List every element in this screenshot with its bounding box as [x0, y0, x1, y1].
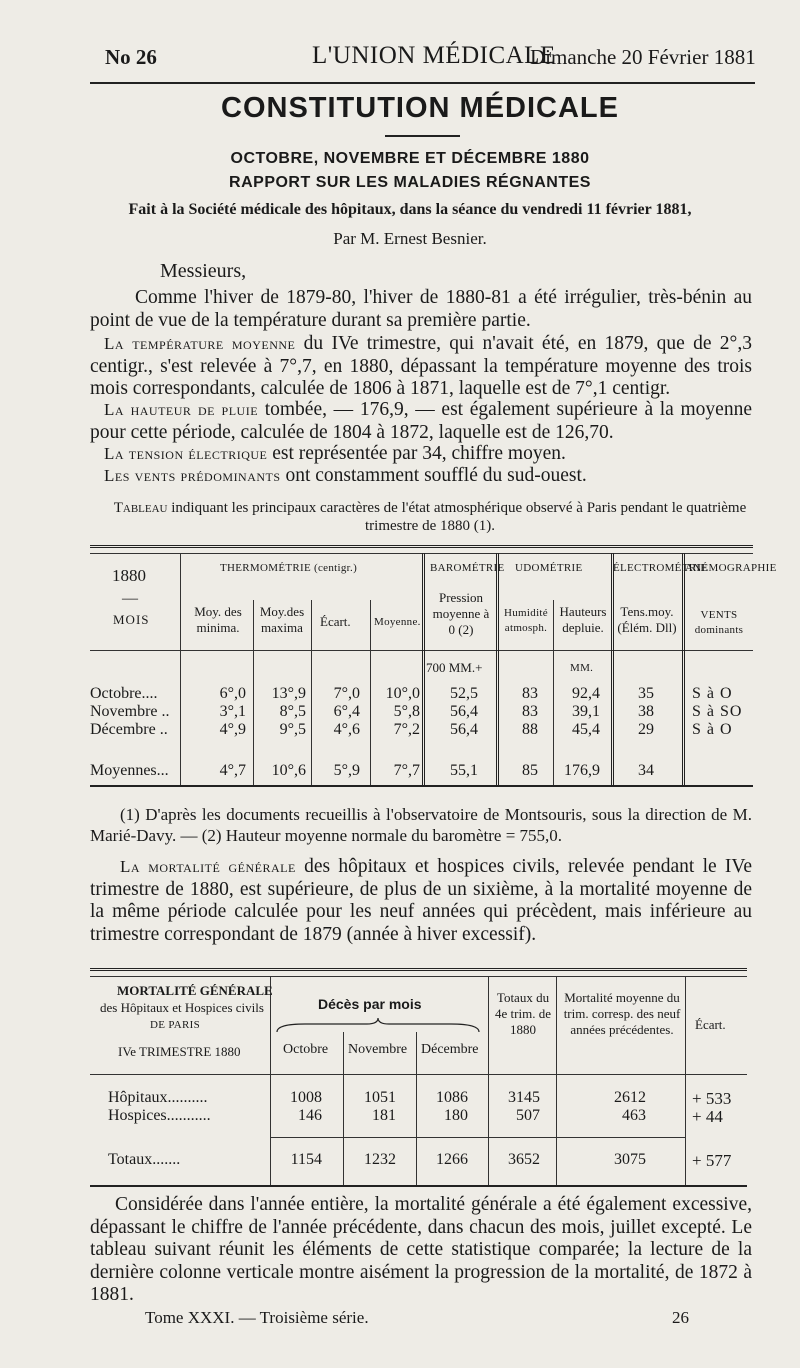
t2-col-ecart: Écart.: [695, 1017, 726, 1032]
t2-title2: des Hôpitaux et Hospices civils: [100, 1000, 264, 1015]
weather-row-mois: Décembre ..: [90, 721, 168, 738]
mortality-row-oct: 1008: [290, 1089, 322, 1106]
sc-vents: Les vents prédominants: [104, 466, 281, 485]
h-electrometrie: ÉLECTROMÉTRIE: [613, 562, 708, 574]
paragraph-7: Considérée dans l'année entière, la mortalité générale a été également excessive, dépassant le chiffre de l'année précédente, dans chacun des mois, juillet excepté. Le tableau suivant réunit les éléments de cette statistique comparée; la lecture de la dernière colonne verticale montre aisément la progression de la mortalité, de 1872 à 1881.: [90, 1194, 752, 1305]
caption-sc: Tableau: [113, 500, 168, 516]
col-vents: VENTS dominants: [694, 609, 744, 636]
paragraph-6-text: des hôpitaux et hospices civils, relevée pendant le IVe trimestre de 1880, est supérieure, de plus de un sixième, à la mortalité moyenne de la même période calculée pour les neuf années qui précèdent, mais inférieure au trimestre correspondant de 1879 (année à hiver excessif).: [90, 856, 752, 945]
vline: [343, 1032, 344, 1185]
weather-row-tens: 35: [638, 685, 654, 702]
col-hauteurs: Hauteurs depluie.: [559, 604, 607, 635]
t2-title3: DE PARIS: [150, 1019, 200, 1031]
salutation: Messieurs,: [160, 260, 247, 282]
mortality-row-mort: 463: [622, 1107, 646, 1124]
col-humidite: Humidité atmosph.: [504, 607, 548, 634]
table2-bottom-rule: [90, 1185, 747, 1187]
weather-row-moy: 5°,8: [393, 703, 420, 720]
weather-row-hum: 88: [522, 721, 538, 738]
mortality-row-dec: 1086: [436, 1089, 468, 1106]
vline: [488, 976, 489, 1185]
sc-temperature: La température moyenne: [104, 334, 296, 353]
weather-row-hum: 83: [522, 685, 538, 702]
weather-avg-hum: 85: [522, 762, 538, 779]
paragraph-2-text: du IVe trimestre, qui n'avait été, en 1879, que de 2°,3 centigr., s'est relevée à 7°,7, en 1880, dépassant la température moyenne des trois mois correspondants, calculée de 1806 à 1871, laquelle est de 7°,1 centigr.: [90, 333, 752, 399]
col-max: Moy.des maxima: [259, 604, 305, 635]
footer-page-number: 26: [672, 1308, 689, 1327]
t2-col-dec: Décembre: [421, 1042, 479, 1057]
weather-row-ecart: 4°,6: [333, 721, 360, 738]
weather-row-haut: 92,4: [572, 685, 600, 702]
col-pression: Pression moyenne à 0 (2): [432, 590, 490, 637]
h-anemographie: ANÉMOGRAPHIE: [685, 562, 777, 574]
vline: [685, 976, 686, 1185]
weather-avg-press: 55,1: [450, 762, 478, 779]
weather-row-vents: S à O: [692, 721, 733, 738]
vline: [416, 1032, 417, 1185]
mortality-row-label: Hospices...........: [108, 1107, 211, 1124]
sc-mortalite: La mortalité générale: [120, 857, 296, 876]
weather-row-min: 4°,9: [219, 721, 246, 738]
journal-title: L'UNION MÉDICALE: [312, 42, 556, 69]
weather-row-vents: S à O: [692, 685, 733, 702]
weather-row-tens: 38: [638, 703, 654, 720]
col-tension: Tens.moy. (Élém. Dll): [617, 604, 677, 635]
h-thermometrie: THERMOMÉTRIE (centigr.): [220, 562, 358, 574]
brace-icon: [275, 1016, 481, 1034]
mortality-row-tot: 507: [516, 1107, 540, 1124]
table2-top-rule: [90, 968, 747, 971]
weather-avg-ecart: 5°,9: [333, 762, 360, 779]
t2-title1: MORTALITÉ GÉNÉRALE: [117, 983, 273, 998]
weather-avg-mois: Moyennes...: [90, 762, 169, 779]
weather-row-press: 56,4: [450, 703, 478, 720]
table1-year: 1880: [112, 566, 146, 585]
weather-row-vents: S à SO: [692, 703, 743, 720]
table2-header-rule: [90, 1074, 747, 1075]
col-ecart: Écart.: [320, 614, 351, 629]
weather-row-moy: 7°,2: [393, 721, 420, 738]
weather-avg-tens: 34: [638, 762, 654, 779]
report-title: RAPPORT SUR LES MALADIES RÉGNANTES: [229, 174, 591, 191]
issue-date: Dimanche 20 Février 1881: [530, 45, 756, 69]
mortality-row-nov: 181: [372, 1107, 396, 1124]
t2-col-tot: Totaux du 4e trim. de 1880: [495, 990, 551, 1037]
weather-avg-max: 10°,6: [271, 762, 306, 779]
h-barometrie: BAROMÉTRIE: [430, 562, 505, 574]
mortality-total-nov: 1232: [364, 1151, 396, 1168]
t2-deces: Décès par mois: [318, 996, 422, 1012]
sc-pluie: La hauteur de pluie: [104, 400, 259, 419]
weather-avg-moy: 7°,7: [393, 762, 420, 779]
weather-row-max: 8°,5: [279, 703, 306, 720]
col-min: Moy. des minima.: [194, 604, 242, 635]
t2-col-mort: Mortalité moyenne du trim. corresp. des neuf années précédentes.: [563, 990, 681, 1037]
mortality-row-ecart: + 533: [692, 1089, 732, 1108]
t2-col-oct: Octobre: [283, 1042, 329, 1057]
weather-row-press: 52,5: [450, 685, 478, 702]
weather-avg-haut: 176,9: [564, 762, 600, 779]
table1-dash: —: [122, 590, 138, 607]
mortality-row-nov: 1051: [364, 1089, 396, 1106]
mortality-row-tot: 3145: [508, 1089, 540, 1106]
weather-row-mois: Octobre....: [90, 685, 158, 702]
table1-footnote: (1) D'après les documents recueillis à l'observatoire de Montsouris, sous la direction de M. Marié-Davy. — (2) Hauteur moyenne normale du baromètre = 755,0.: [90, 805, 752, 845]
footer-volume: Tome XXXI. — Troisième série.: [145, 1308, 369, 1327]
mortality-total-mort: 3075: [614, 1151, 646, 1168]
weather-row-max: 9°,5: [279, 721, 306, 738]
report-context: Fait à la Société médicale des hôpitaux, dans la séance du vendredi 11 février 1881,: [128, 201, 692, 218]
weather-row-hum: 83: [522, 703, 538, 720]
weather-row-max: 13°,9: [271, 685, 306, 702]
weather-row-mois: Novembre ..: [90, 703, 170, 720]
report-author: Par M. Ernest Besnier.: [333, 229, 487, 248]
weather-row-min: 3°,1: [219, 703, 246, 720]
weather-avg-min: 4°,7: [219, 762, 246, 779]
sc-tension: La tension électrique: [104, 444, 268, 463]
unit-barometrie: 700 MM.+: [426, 660, 483, 675]
table2-top-rule2: [90, 976, 747, 977]
mortality-total-oct: 1154: [290, 1151, 322, 1168]
weather-row-haut: 45,4: [572, 721, 600, 738]
table2-sum-rule: [270, 1137, 685, 1138]
paragraph-1: Comme l'hiver de 1879-80, l'hiver de 1880-81 a été irrégulier, très-bénin au point de vue de la température durant sa première partie.: [90, 287, 752, 331]
mortality-row-label: Hôpitaux..........: [108, 1089, 208, 1106]
vline: [556, 976, 557, 1185]
caption-text: indiquant les principaux caractères de l'état atmosphérique observé à Paris pendant le quatrième trimestre de 1880 (1).: [167, 500, 747, 534]
mortality-row-oct: 146: [298, 1107, 322, 1124]
table1-mois: MOIS: [113, 612, 150, 627]
col-moyenne: Moyenne.: [374, 616, 421, 628]
mortality-total-tot: 3652: [508, 1151, 540, 1168]
paragraph-4-text: est représentée par 34, chiffre moyen.: [267, 443, 566, 464]
unit-mm: MM.: [570, 662, 594, 674]
weather-row-ecart: 6°,4: [333, 703, 360, 720]
article-period: OCTOBRE, NOVEMBRE ET DÉCEMBRE 1880: [230, 150, 590, 167]
article-title: CONSTITUTION MÉDICALE: [221, 92, 619, 124]
issue-number: No 26: [105, 45, 157, 69]
weather-row-min: 6°,0: [219, 685, 246, 702]
mortality-total-dec: 1266: [436, 1151, 468, 1168]
t2-title4: IVe TRIMESTRE 1880: [118, 1044, 241, 1059]
mortality-row-ecart: + 44: [692, 1107, 723, 1126]
h-udometrie: UDOMÉTRIE: [515, 562, 583, 574]
t2-col-nov: Novembre: [348, 1042, 408, 1057]
weather-row-press: 56,4: [450, 721, 478, 738]
weather-row-moy: 10°,0: [385, 685, 420, 702]
vline: [270, 976, 271, 1185]
mortality-row-mort: 2612: [614, 1089, 646, 1106]
weather-row-haut: 39,1: [572, 703, 600, 720]
paragraph-5-text: ont constamment soufflé du sud-ouest.: [280, 465, 587, 486]
weather-row-ecart: 7°,0: [333, 685, 360, 702]
mortality-total-label: Totaux.......: [108, 1151, 181, 1168]
mortality-total-ecart: + 577: [692, 1151, 732, 1170]
mortality-row-dec: 180: [444, 1107, 468, 1124]
weather-row-tens: 29: [638, 721, 654, 738]
paragraph-3-text: tombée, — 176,9, — est également supérieure à la moyenne pour cette période, calculée de 1804 à 1872, laquelle est de 126,70.: [90, 399, 752, 443]
